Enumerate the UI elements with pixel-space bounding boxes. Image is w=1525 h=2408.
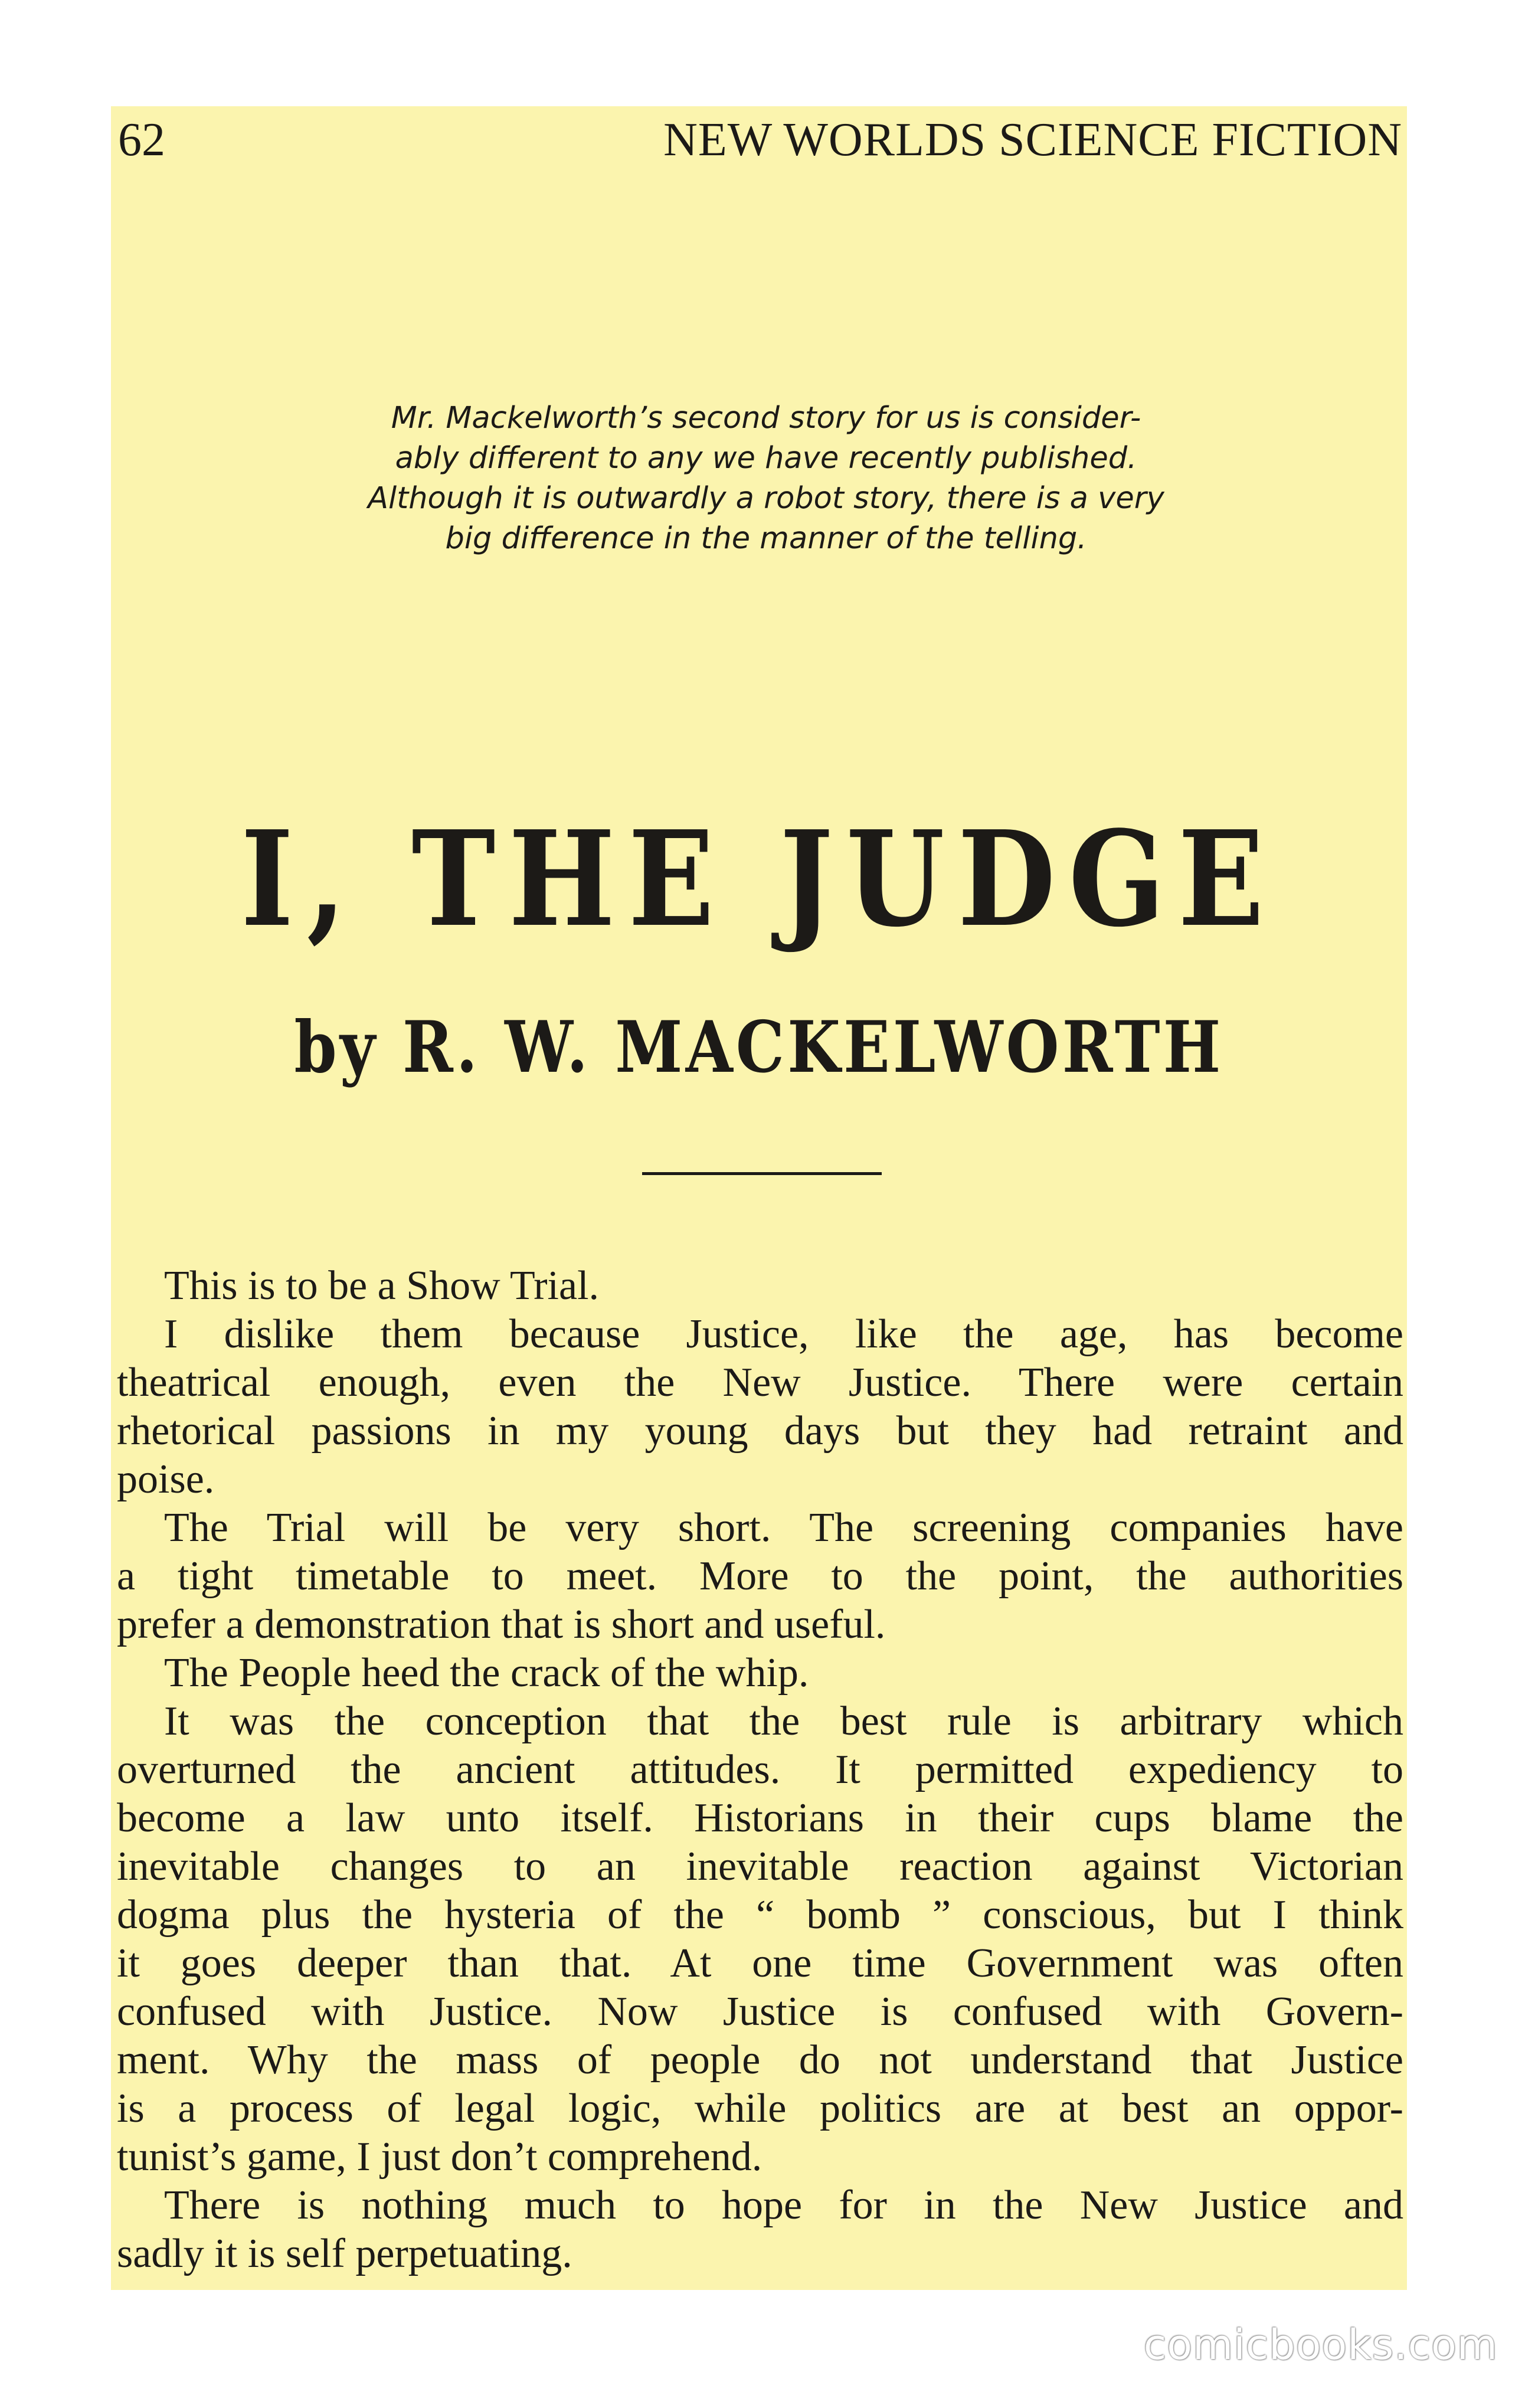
intro-line: Mr. Mackelworth’s second story for us is consider-	[391, 401, 1141, 436]
body-line: I dislike them because Justice, like the age, has become	[164, 1311, 1403, 1357]
running-head	[118, 107, 1402, 172]
editor-intro	[353, 398, 1179, 559]
journal-title: NEW WORLDS SCIENCE FICTION	[663, 114, 1402, 166]
body-line: The Trial will be very short. The screening companies have	[164, 1505, 1403, 1550]
title-divider	[642, 1172, 882, 1175]
intro-line: big difference in the manner of the telling.	[445, 521, 1087, 556]
story-body	[117, 1262, 1403, 2278]
body-line: prefer a demonstration that is short and useful.	[117, 1602, 886, 1647]
body-line: sadly it is self perpetuating.	[117, 2231, 572, 2276]
page-number: 62	[118, 114, 165, 166]
intro-line: ably different to any we have recently published.	[395, 441, 1137, 476]
body-line: The People heed the crack of the whip.	[164, 1650, 809, 1696]
body-line: inevitable changes to an inevitable reaction against Victorian	[117, 1844, 1403, 1889]
body-line: become a law unto itself. Historians in their cups blame the	[117, 1795, 1403, 1841]
body-line: There is nothing much to hope for in the New Justice and	[164, 2183, 1403, 2228]
body-line: rhetorical passions in my young days but they had retraint and	[117, 1408, 1403, 1454]
intro-line: Although it is outwardly a robot story, there is a very	[368, 481, 1164, 516]
body-line: dogma plus the hysteria of the “ bomb ” conscious, but I think	[117, 1892, 1403, 1938]
body-line: theatrical enough, even the New Justice. There were certain	[117, 1360, 1403, 1405]
body-line: it goes deeper than that. At one time Government was often	[117, 1941, 1403, 1986]
body-line: is a process of legal logic, while politics are at best an oppor-	[117, 2086, 1403, 2131]
body-line: tunist’s game, I just don’t comprehend.	[117, 2134, 762, 2180]
site-watermark: comicbooks.com	[1143, 2321, 1498, 2369]
body-line: ment. Why the mass of people do not understand that Justice	[117, 2037, 1403, 2083]
body-line: This is to be a Show Trial.	[164, 1263, 600, 1308]
body-line: It was the conception that the best rule is arbitrary which	[164, 1699, 1403, 1744]
body-line: a tight timetable to meet. More to the point, the authorities	[117, 1553, 1403, 1599]
magazine-page	[111, 106, 1407, 2290]
story-byline: by R. W. MACKELWORTH	[294, 1006, 1224, 1089]
body-line: poise.	[117, 1457, 215, 1502]
story-title: I, THE JUDGE	[241, 803, 1277, 956]
body-line: overturned the ancient attitudes. It permitted expediency to	[117, 1747, 1403, 1792]
body-line: confused with Justice. Now Justice is confused with Govern-	[117, 1989, 1403, 2034]
